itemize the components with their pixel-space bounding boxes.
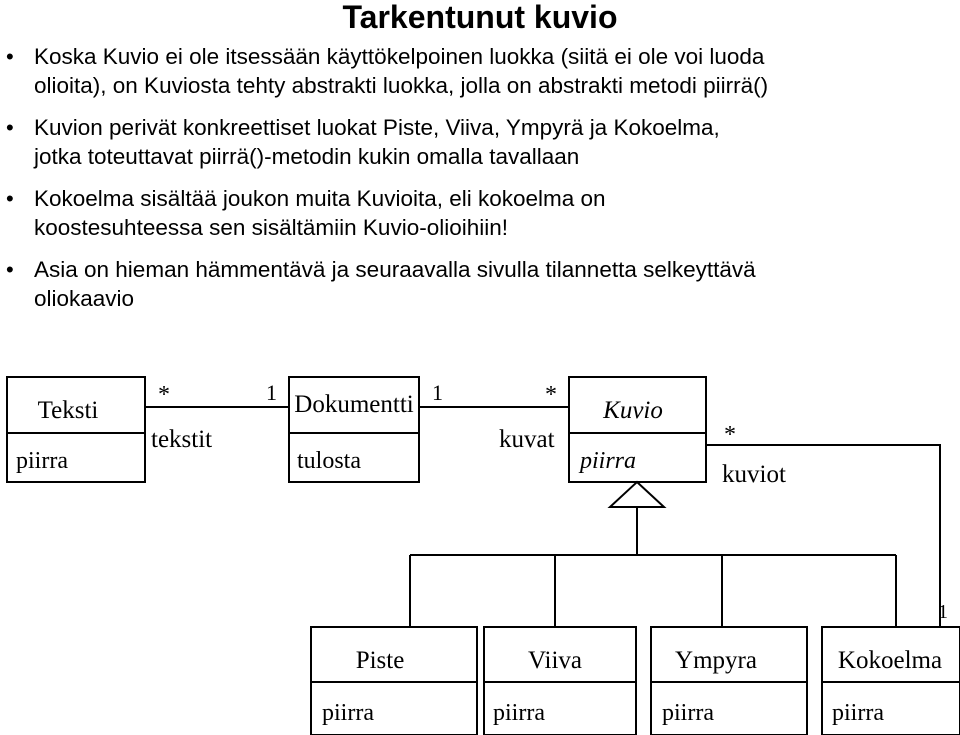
bullet-line: olioita), on Kuviosta tehty abstrakti luokka, jolla on abstrakti metodi piirrä(): [34, 73, 769, 98]
multiplicity-dokumentti-side: 1: [266, 380, 277, 405]
bullet-line: Koska Kuvio ei ole itsessään käyttökelpoinen luokka (siitä ei ole voi luoda: [34, 44, 765, 69]
method-ympyra: piirra: [662, 700, 714, 726]
bullet-line: Asia on hieman hämmentävä ja seuraavalla sivulla tilannetta selkeyttävä: [34, 257, 756, 282]
bullet-line: Kokoelma sisältää joukon muita Kuvioita, eli kokoelma on: [34, 186, 606, 211]
bullet-concrete-classes: [0, 113, 960, 171]
class-name-viiva: Viiva: [527, 647, 583, 674]
role-label-kuviot: kuviot: [722, 461, 786, 488]
method-teksti: piirra: [16, 448, 68, 474]
bullet-line: jotka toteuttavat piirrä()-metodin kukin omalla tavallaan: [34, 144, 580, 169]
multiplicity-dokumentti-kuvio-side: 1: [432, 380, 443, 405]
method-dokumentti: tulosta: [297, 448, 361, 474]
method-kokoelma: piirra: [832, 700, 884, 726]
class-name-dokumentti: Dokumentti: [294, 391, 414, 418]
slide-title: Tarkentunut kuvio: [342, 0, 618, 35]
multiplicity-kuviot-star: *: [724, 422, 736, 448]
method-piste: piirra: [322, 700, 374, 726]
class-name-piste: Piste: [355, 647, 405, 674]
bullet-composition: [0, 184, 960, 242]
bullet-line: koostesuhteessa sen sisältämiin Kuvio-olioihiin!: [34, 215, 508, 240]
class-name-ympyra: Ympyra: [675, 647, 757, 674]
multiplicity-teksti-side: *: [158, 382, 170, 408]
method-kuvio: piirra: [580, 448, 637, 474]
role-label-tekstit: tekstit: [151, 426, 213, 453]
class-name-kuvio: Kuvio: [603, 397, 663, 424]
bullet-object-diagram-note: [0, 255, 960, 313]
bullet-abstract-class: [0, 42, 960, 100]
uml-class-diagram: [0, 360, 960, 735]
bullet-line: oliokaavio: [34, 286, 135, 311]
class-name-teksti: Teksti: [37, 397, 99, 424]
role-label-kuvat: kuvat: [499, 426, 555, 453]
bullet-list: [0, 42, 960, 326]
class-name-kokoelma: Kokoelma: [837, 647, 943, 674]
multiplicity-kuvio-side: *: [545, 382, 557, 408]
multiplicity-kokoelma-one: 1: [938, 601, 948, 623]
inheritance-triangle: [610, 482, 664, 507]
bullet-line: Kuvion perivät konkreettiset luokat Piste, Viiva, Ympyrä ja Kokoelma,: [34, 115, 720, 140]
method-viiva: piirra: [493, 700, 545, 726]
